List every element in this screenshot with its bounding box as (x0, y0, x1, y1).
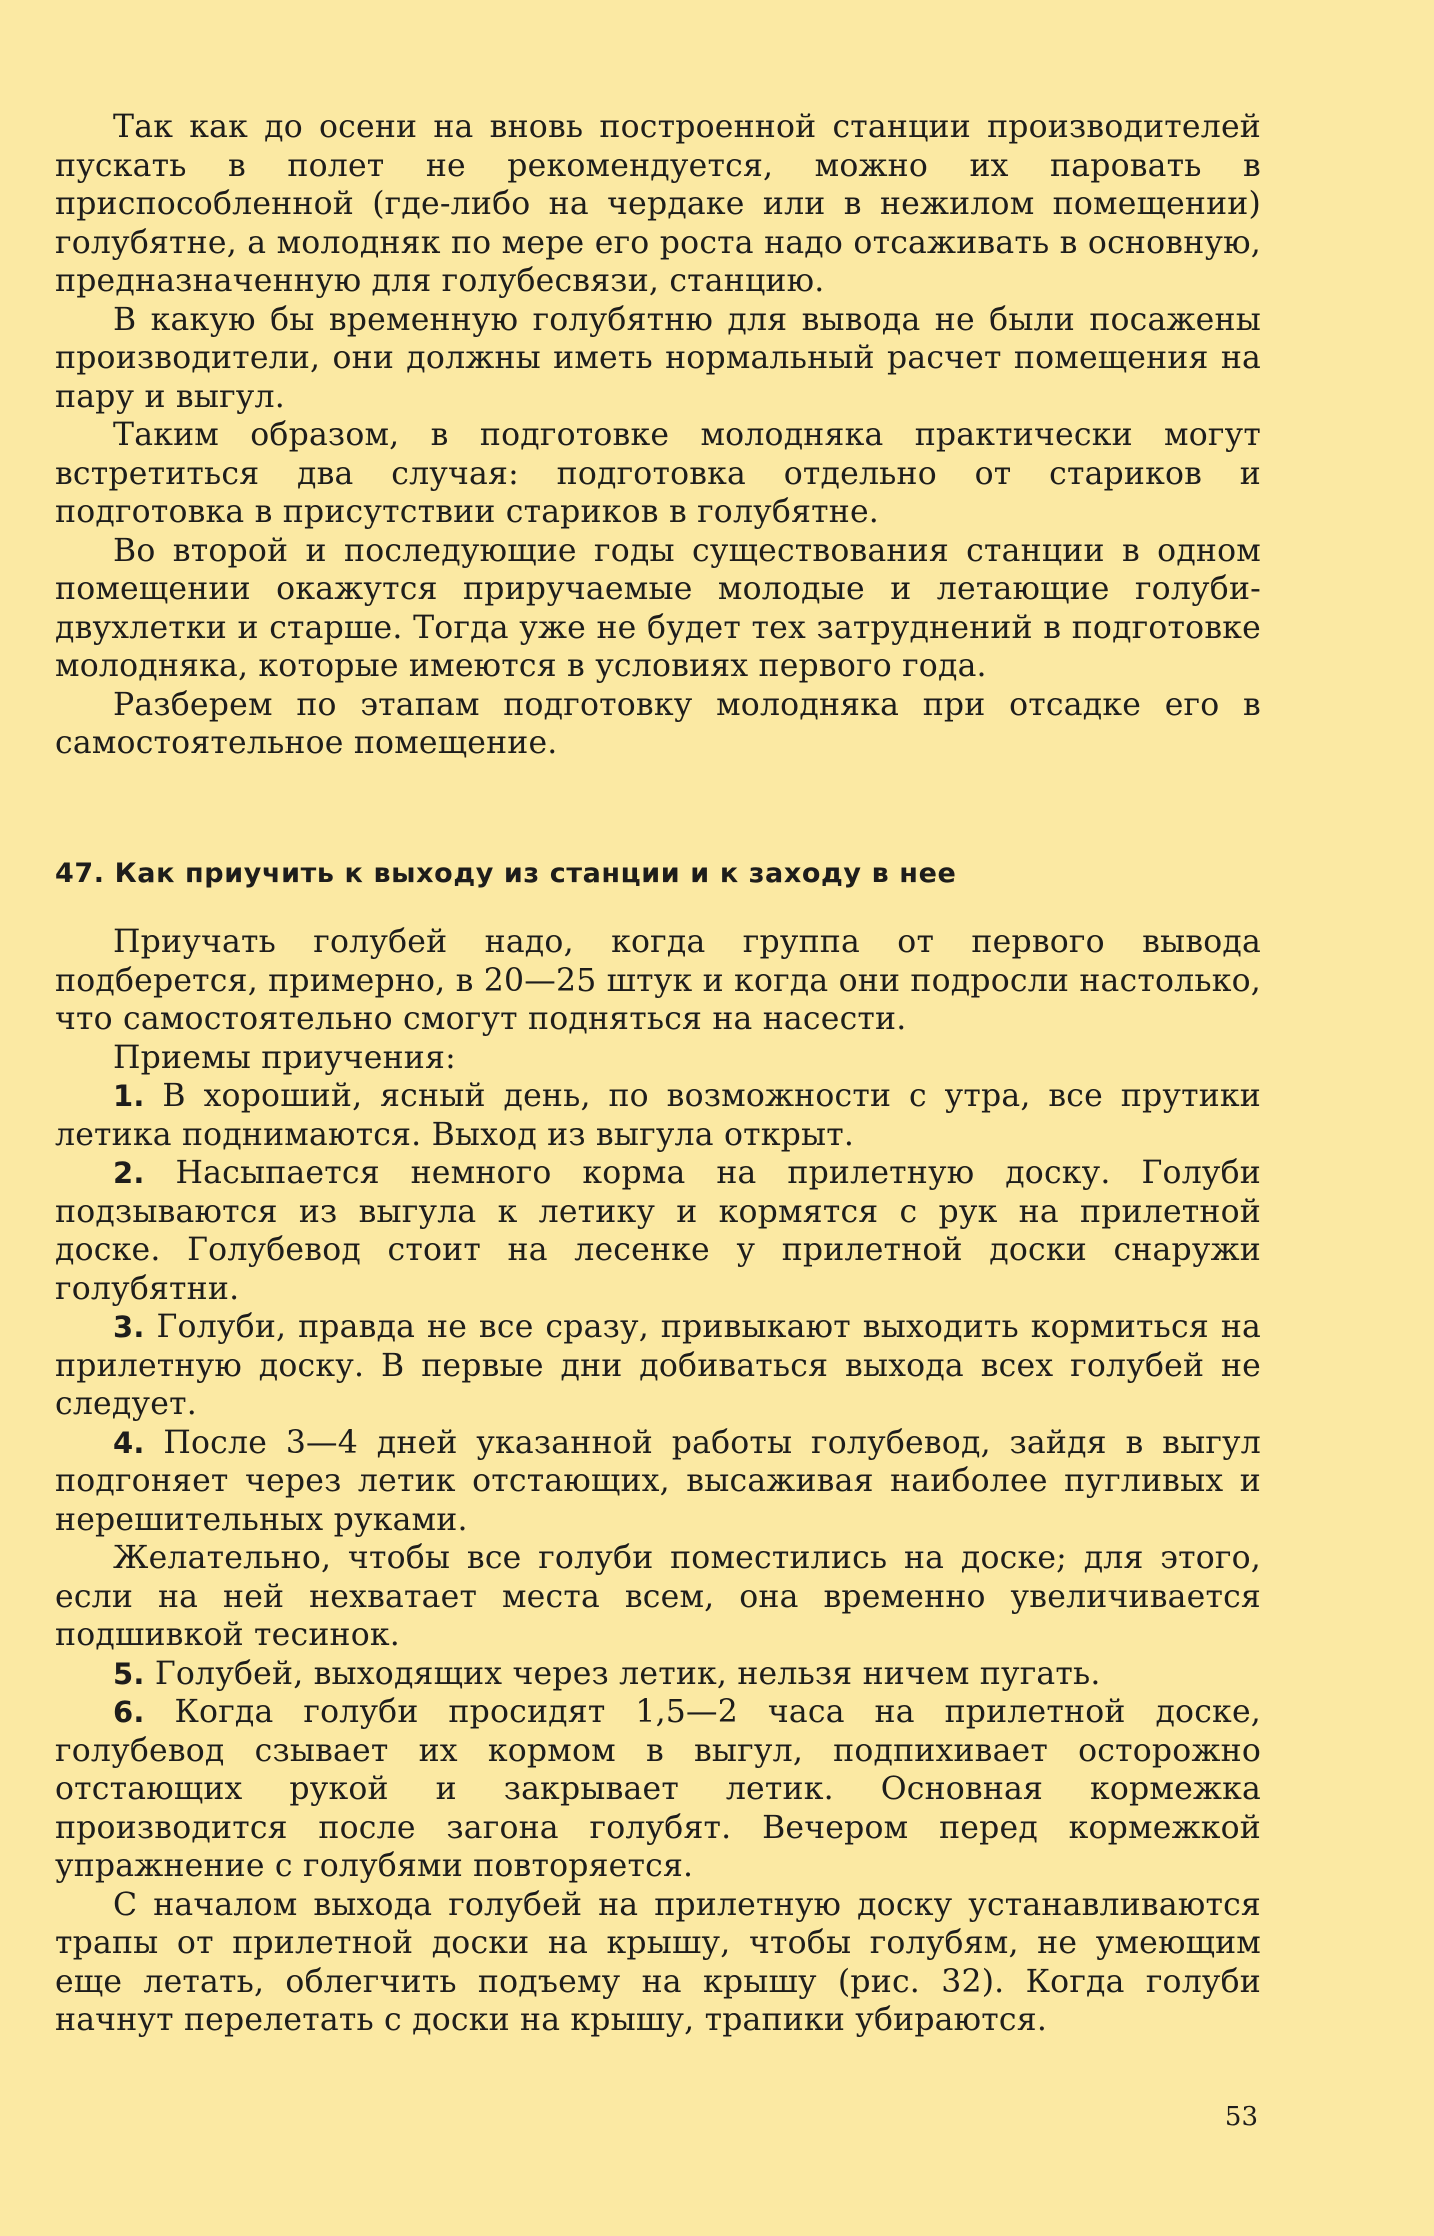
paragraph: В какую бы временную голубятню для вывода не были посажены производители, они должны иметь нормальный расчет помещения на пару и выгул. (55, 301, 1261, 415)
list-item (55, 1308, 1261, 1424)
paragraph: Разберем по этапам подготовку молодняка при отсадке его в самостоятельное помещение. (55, 686, 1261, 761)
step-number: 1. (113, 1079, 145, 1113)
step-number: 4. (113, 1425, 145, 1460)
list-item (55, 1693, 1261, 1886)
paragraph: Приучать голубей надо, когда группа от первого вывода подберется, примерно, в 20—25 штук и когда они подросли настолько, что самостоятельно смогут подняться на насести. (55, 924, 1261, 1037)
paragraph: Так как до осени на вновь построенной станции производителей пускать в полет не рекомендуется, можно их паровать в приспособленной (где-либо на чердаке или в нежилом помещении) голубятне, а молодняк по мере его роста надо отсаживать в основную, предназначенную для голубесвязи, станцию. (55, 109, 1261, 299)
list-item (55, 1154, 1261, 1308)
step-number: 2. (113, 1156, 145, 1190)
list-item (55, 1424, 1261, 1540)
section-heading: 47. Как приучить к выходу из станции и к заходу в нее (55, 858, 957, 889)
page-number: 53 (1224, 2102, 1258, 2132)
step-text: В хороший, ясный день, по возможности с утра, все прутики летика поднимаются. Выход из выгула открыт. (55, 1078, 1261, 1153)
step-text: Насыпается немного корма на прилетную доску. Голуби подзываются из выгула к летику и кормятся с рук на прилетной доске. Голубевод стоит на лесенке у прилетной доски снаружи голубятни. (55, 1155, 1261, 1307)
paragraph: С началом выхода голубей на прилетную доску устанавливаются трапы от прилетной доски на крышу, чтобы голубям, не умеющим еще летать, облегчить подъему на крышу (рис. 32). Когда голуби начнут перелетать с доски на крышу, трапики убираются. (55, 1886, 1261, 2038)
list-item (55, 1655, 1261, 1694)
methods-label: Приемы приучения: (113, 1039, 456, 1076)
step-text: После 3—4 дней указанной работы голубевод, зайдя в выгул подгоняет через летик отстающих, высаживая наиболее пугливых и нерешительных руками. (55, 1424, 1261, 1538)
step-number: 6. (113, 1695, 145, 1729)
step-number: 3. (113, 1310, 145, 1344)
section-1 (55, 108, 1261, 763)
section-2 (55, 923, 1261, 2040)
paragraph: Во второй и последующие годы существования станции в одном помещении окажутся приручаемые молодые и летающие голуби-двухлетки и старше. Тогда уже не будет тех затруднений в подготовке молодняка, которые имеются в условиях первого года. (55, 532, 1261, 684)
step-text: Голубей, выходящих через летик, нельзя ничем пугать. (144, 1655, 1101, 1692)
step-text: Голуби, правда не все сразу, привыкают выходить кормиться на прилетную доску. В первые дни добиваться выхода всех голубей не следует. (55, 1309, 1261, 1422)
list-item (55, 1077, 1261, 1154)
paragraph: Таким образом, в подготовке молодняка практически могут встретиться два случая: подготовка отдельно от стариков и подготовка в присутствии стариков в голубятне. (55, 417, 1261, 530)
step-text: Когда голуби просидят 1,5—2 часа на прилетной доске, голубевод сзывает их кормом в выгул, подпихивает осторожно отстающих рукой и закрывает летик. Основная кормежка производится после загона голубят. Вечером перед кормежкой упражнение с голубями повторяется. (55, 1694, 1261, 1884)
paragraph: Желательно, чтобы все голуби поместились на доске; для этого, если на ней нехватает места всем, она временно увеличивается подшивкой тесинок. (55, 1540, 1261, 1653)
step-number: 5. (113, 1656, 145, 1691)
